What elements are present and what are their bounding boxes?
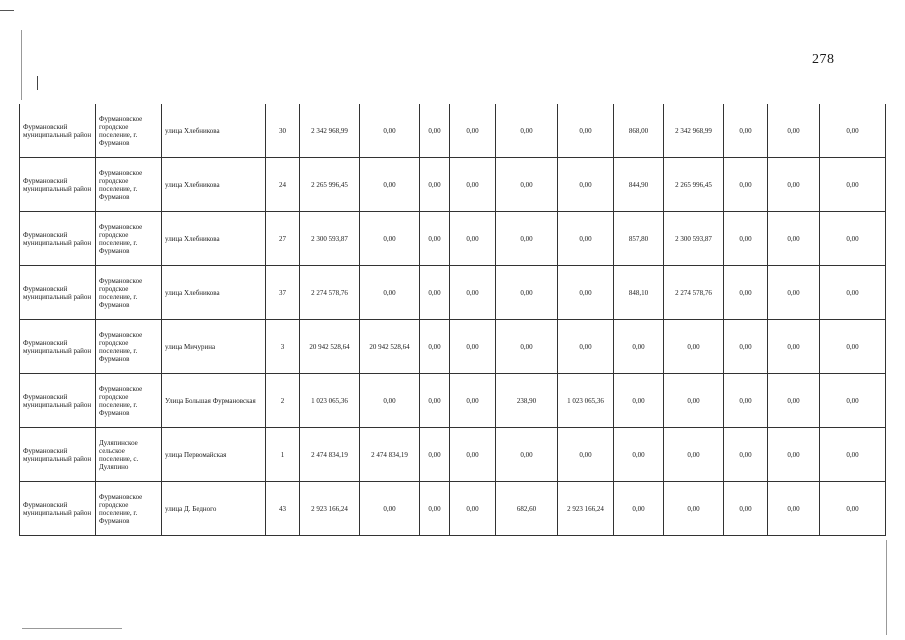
amount-cell: 2 274 578,76: [664, 266, 724, 320]
amount-cell: 0,00: [360, 212, 420, 266]
settlement-cell: Фурмановское городское поселение, г. Фурманов: [96, 374, 162, 428]
amount-cell: 682,60: [496, 482, 558, 536]
district-cell: Фурмановский муниципальный район: [20, 104, 96, 158]
district-cell: Фурмановский муниципальный район: [20, 266, 96, 320]
amount-cell: 857,80: [614, 212, 664, 266]
amount-cell: 0,00: [664, 482, 724, 536]
settlement-cell: Фурмановское городское поселение, г. Фурманов: [96, 212, 162, 266]
amount-cell: 0,00: [820, 374, 886, 428]
amount-cell: 2 300 593,87: [300, 212, 360, 266]
house-number-cell: 3: [266, 320, 300, 374]
table-row: [20, 158, 886, 212]
house-number-cell: 1: [266, 428, 300, 482]
amount-cell: 0,00: [360, 374, 420, 428]
house-number-cell: 37: [266, 266, 300, 320]
amount-cell: 238,90: [496, 374, 558, 428]
amount-cell: 0,00: [558, 428, 614, 482]
amount-cell: 0,00: [420, 266, 450, 320]
street-cell: улица Хлебникова: [162, 212, 266, 266]
amount-cell: 0,00: [496, 266, 558, 320]
amount-cell: 2 923 166,24: [558, 482, 614, 536]
amount-cell: 0,00: [496, 320, 558, 374]
amount-cell: 0,00: [820, 266, 886, 320]
street-cell: улица Первомайская: [162, 428, 266, 482]
amount-cell: 0,00: [420, 158, 450, 212]
amount-cell: 0,00: [450, 212, 496, 266]
amount-cell: 0,00: [496, 104, 558, 158]
amount-cell: 0,00: [724, 158, 768, 212]
amount-cell: 0,00: [360, 266, 420, 320]
amount-cell: 0,00: [450, 374, 496, 428]
table-row: [20, 266, 886, 320]
amount-cell: 2 265 996,45: [664, 158, 724, 212]
amount-cell: 0,00: [360, 482, 420, 536]
amount-cell: 0,00: [820, 212, 886, 266]
housing-register-table: [19, 104, 886, 536]
amount-cell: 0,00: [420, 104, 450, 158]
amount-cell: 0,00: [820, 482, 886, 536]
house-number-cell: 30: [266, 104, 300, 158]
table-body: [20, 104, 886, 536]
amount-cell: 0,00: [724, 266, 768, 320]
amount-cell: 0,00: [450, 428, 496, 482]
amount-cell: 0,00: [768, 320, 820, 374]
district-cell: Фурмановский муниципальный район: [20, 212, 96, 266]
amount-cell: 0,00: [450, 158, 496, 212]
scan-mark-top-left: [0, 10, 14, 11]
settlement-cell: Дуляпинское сельское поселение, с. Дуляпино: [96, 428, 162, 482]
amount-cell: 2 300 593,87: [664, 212, 724, 266]
amount-cell: 0,00: [768, 104, 820, 158]
amount-cell: 0,00: [820, 158, 886, 212]
amount-cell: 0,00: [450, 104, 496, 158]
amount-cell: 0,00: [558, 104, 614, 158]
amount-cell: 0,00: [360, 104, 420, 158]
amount-cell: 0,00: [496, 428, 558, 482]
amount-cell: 0,00: [420, 374, 450, 428]
amount-cell: 0,00: [360, 158, 420, 212]
table-row: [20, 212, 886, 266]
amount-cell: 0,00: [724, 104, 768, 158]
amount-cell: 0,00: [724, 212, 768, 266]
amount-cell: 0,00: [768, 266, 820, 320]
scan-mark-bottom-line: [22, 628, 122, 629]
amount-cell: 0,00: [420, 320, 450, 374]
scan-mark-left-line: [21, 30, 22, 100]
amount-cell: 2 474 834,19: [300, 428, 360, 482]
house-number-cell: 27: [266, 212, 300, 266]
house-number-cell: 24: [266, 158, 300, 212]
amount-cell: 0,00: [724, 374, 768, 428]
amount-cell: 1 023 065,36: [558, 374, 614, 428]
settlement-cell: Фурмановское городское поселение, г. Фурманов: [96, 158, 162, 212]
amount-cell: 0,00: [614, 374, 664, 428]
street-cell: улица Мичурина: [162, 320, 266, 374]
amount-cell: 848,10: [614, 266, 664, 320]
amount-cell: 0,00: [664, 374, 724, 428]
amount-cell: 2 265 996,45: [300, 158, 360, 212]
amount-cell: 0,00: [420, 212, 450, 266]
amount-cell: 0,00: [420, 428, 450, 482]
amount-cell: 0,00: [558, 266, 614, 320]
house-number-cell: 43: [266, 482, 300, 536]
table-row: [20, 320, 886, 374]
house-number-cell: 2: [266, 374, 300, 428]
amount-cell: 0,00: [768, 482, 820, 536]
amount-cell: 20 942 528,64: [300, 320, 360, 374]
street-cell: улица Хлебникова: [162, 104, 266, 158]
amount-cell: 0,00: [420, 482, 450, 536]
amount-cell: 0,00: [724, 320, 768, 374]
amount-cell: 0,00: [614, 428, 664, 482]
table-row: [20, 374, 886, 428]
amount-cell: 0,00: [614, 320, 664, 374]
settlement-cell: Фурмановское городское поселение, г. Фурманов: [96, 320, 162, 374]
street-cell: улица Хлебникова: [162, 158, 266, 212]
amount-cell: 0,00: [768, 158, 820, 212]
amount-cell: 0,00: [558, 320, 614, 374]
amount-cell: 844,90: [614, 158, 664, 212]
amount-cell: 0,00: [496, 212, 558, 266]
page-number: 278: [812, 52, 835, 67]
amount-cell: 0,00: [768, 212, 820, 266]
amount-cell: 2 342 968,99: [300, 104, 360, 158]
amount-cell: 868,00: [614, 104, 664, 158]
settlement-cell: Фурмановское городское поселение, г. Фурманов: [96, 482, 162, 536]
table-row: [20, 104, 886, 158]
amount-cell: 0,00: [558, 212, 614, 266]
amount-cell: 0,00: [768, 374, 820, 428]
scan-mark-right-line: [886, 540, 887, 635]
amount-cell: 0,00: [450, 266, 496, 320]
amount-cell: 20 942 528,64: [360, 320, 420, 374]
table-row: [20, 482, 886, 536]
district-cell: Фурмановский муниципальный район: [20, 158, 96, 212]
street-cell: Улица Большая Фурмановская: [162, 374, 266, 428]
district-cell: Фурмановский муниципальный район: [20, 320, 96, 374]
amount-cell: 2 474 834,19: [360, 428, 420, 482]
amount-cell: 0,00: [664, 320, 724, 374]
district-cell: Фурмановский муниципальный район: [20, 482, 96, 536]
district-cell: Фурмановский муниципальный район: [20, 428, 96, 482]
district-cell: Фурмановский муниципальный район: [20, 374, 96, 428]
amount-cell: 1 023 065,36: [300, 374, 360, 428]
amount-cell: 2 923 166,24: [300, 482, 360, 536]
amount-cell: 0,00: [558, 158, 614, 212]
amount-cell: 0,00: [768, 428, 820, 482]
amount-cell: 0,00: [724, 428, 768, 482]
street-cell: улица Д. Бедного: [162, 482, 266, 536]
scan-mark-left-tick: [37, 76, 38, 90]
table-row: [20, 428, 886, 482]
amount-cell: 0,00: [664, 428, 724, 482]
settlement-cell: Фурмановское городское поселение, г. Фурманов: [96, 104, 162, 158]
amount-cell: 0,00: [614, 482, 664, 536]
amount-cell: 0,00: [450, 320, 496, 374]
amount-cell: 0,00: [820, 320, 886, 374]
amount-cell: 0,00: [820, 428, 886, 482]
amount-cell: 2 274 578,76: [300, 266, 360, 320]
amount-cell: 0,00: [450, 482, 496, 536]
street-cell: улица Хлебникова: [162, 266, 266, 320]
amount-cell: 0,00: [496, 158, 558, 212]
amount-cell: 0,00: [820, 104, 886, 158]
amount-cell: 2 342 968,99: [664, 104, 724, 158]
amount-cell: 0,00: [724, 482, 768, 536]
settlement-cell: Фурмановское городское поселение, г. Фурманов: [96, 266, 162, 320]
